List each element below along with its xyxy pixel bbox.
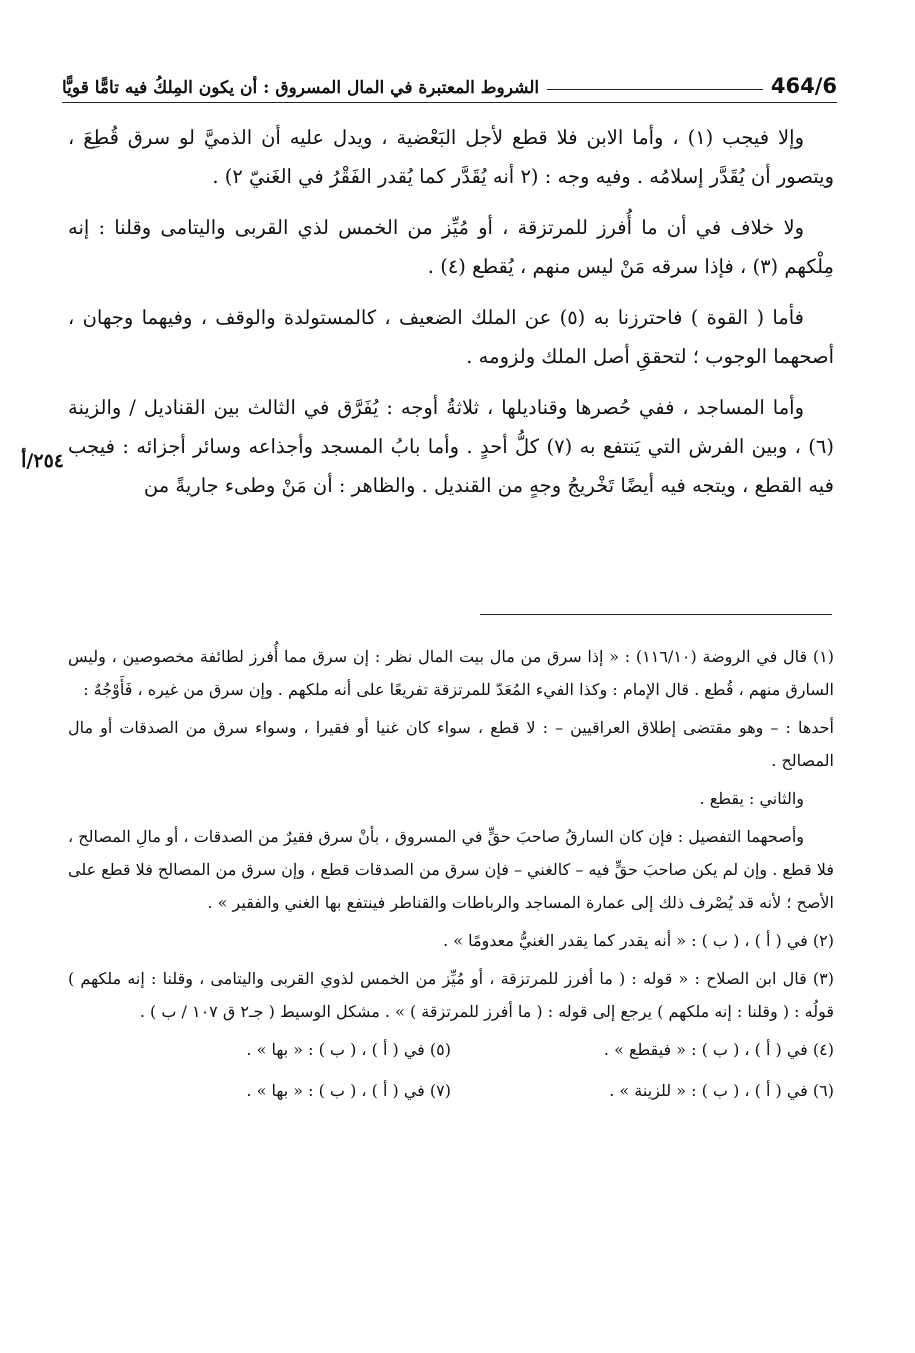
header-dash-rule — [547, 89, 763, 90]
footnote-row — [68, 1074, 834, 1107]
main-text — [68, 118, 834, 517]
footnote-1-intro: (١) قال في الروضة (١١٦/١٠) : « إذا سرق من مال بيت المال نظر : إن سرق مما أُفرز لطائفة مخصوصين ، وليس السارق منهم ، قُطع . قال الإمام : وكذا الفيء المُعَدّ للمرتزقة تفريعًا على أنه ملكهم . وإن سرق من غيره ، فَأَوْجُهٌ : — [68, 647, 835, 699]
body-paragraph: فأما ( القوة ) فاحترزنا به (٥) عن الملك الضعيف ، كالمستولدة والوقف ، وفيهما وجهان ، أصحهما الوجوب ؛ لتحققِ أصل الملك ولزومه . — [68, 306, 834, 368]
body-paragraph: وأما المساجد ، ففي حُصرها وقناديلها ، ثلاثةُ أوجه : يُفَرَّق في الثالث بين القناديل / والزينة (٦) ، وبين الفرش التي يَنتفع به (٧) كلُّ أحدٍ . وأما بابُ المسجد وأجذاعه وسائر أجزائه : فيجب فيه القطع ، ويتجه فيه أيضًا تَخْريجُ وجهٍ من القنديل . والظاهر : أن مَنْ وطىء جاريةً من — [68, 396, 835, 497]
footnote-6: (٦) في ( أ ) ، ( ب ) : « للزينة » . — [609, 1081, 834, 1100]
footnote-2: (٢) في ( أ ) ، ( ب ) : « أنه يقدر كما يقدر الغنيُّ معدومًا » . — [443, 931, 834, 950]
footnote-3: (٣) قال ابن الصلاح : « قوله : ( ما أفرز للمرتزقة ، أو مُيِّز من الخمس لذوي القربى واليتامى ، وقلنا : إنه ملكهم ) قولُه : ( وقلنا : إنه ملكهم ) يرجع إلى قوله : ( ما أفرز للمرتزقة ) » . مشكل الوسيط ( جـ٢ ق ١٠٧ / ب ) . — [68, 969, 834, 1021]
manuscript-folio-note: ٢٥٤/أ — [21, 450, 64, 472]
footnote-row — [68, 1033, 834, 1066]
footnote-1-second-view: والثاني : يقطع . — [699, 789, 804, 808]
header-rule — [62, 102, 837, 103]
page-number: 464/6 — [770, 74, 837, 98]
footnote-7: (٧) في ( أ ) ، ( ب ) : « بها » . — [246, 1081, 451, 1100]
footnote-5: (٥) في ( أ ) ، ( ب ) : « بها » . — [246, 1040, 451, 1059]
body-paragraph: ولا خلاف في أن ما أُفرز للمرتزقة ، أو مُيِّز من الخمس لذي القربى واليتامى وقلنا : إنه مِلْكهم (٣) ، فإذا سرقه مَنْ ليس منهم ، يُقطع (٤) . — [68, 216, 834, 278]
footnote-4: (٤) في ( أ ) ، ( ب ) : « فيقطع » . — [603, 1040, 834, 1059]
running-title: الشروط المعتبرة في المال المسروق : أن يكون المِلكُ فيه تامًّا قويًّا — [62, 78, 540, 98]
footnote-1-first-view: أحدها : – وهو مقتضى إطلاق العراقيين – : لا قطع ، سواء كان غنيا أو فقيرا ، وسواء سرق من الصدقات أو مال المصالح . — [68, 718, 834, 770]
footnotes — [68, 640, 834, 1115]
footnote-1-detail: وأصحهما التفصيل : فإن كان السارقُ صاحبَ حقٍّ في المسروق ، بأنْ سرق فقيرٌ من الصدقات ، أو مالِ المصالح ، فلا قطع . وإن لم يكن صاحبَ حقٍّ فيه – كالغني – فإن سرق من الصدقات قطع ، وإن سرق من المصالح فلا قطع على الأصح ؛ لأنه قد يُصْرف ذلك إلى عمارة المساجد والرباطات والقناطر فينتفع بها الغني والفقير » . — [68, 827, 834, 912]
footnote-separator — [480, 614, 832, 615]
body-paragraph: وإلا فيجب (١) ، وأما الابن فلا قطع لأجل البَعْضية ، ويدل عليه أن الذميَّ لو سرق قُطِعَ ، ويتصور أن يُقَدَّر إسلامُه . وفيه وجه : (٢ أنه يُقَدَّر كما يُقدر الفَقْرُ في الغَنيّ ٢) . — [68, 126, 834, 188]
running-header — [62, 58, 837, 98]
